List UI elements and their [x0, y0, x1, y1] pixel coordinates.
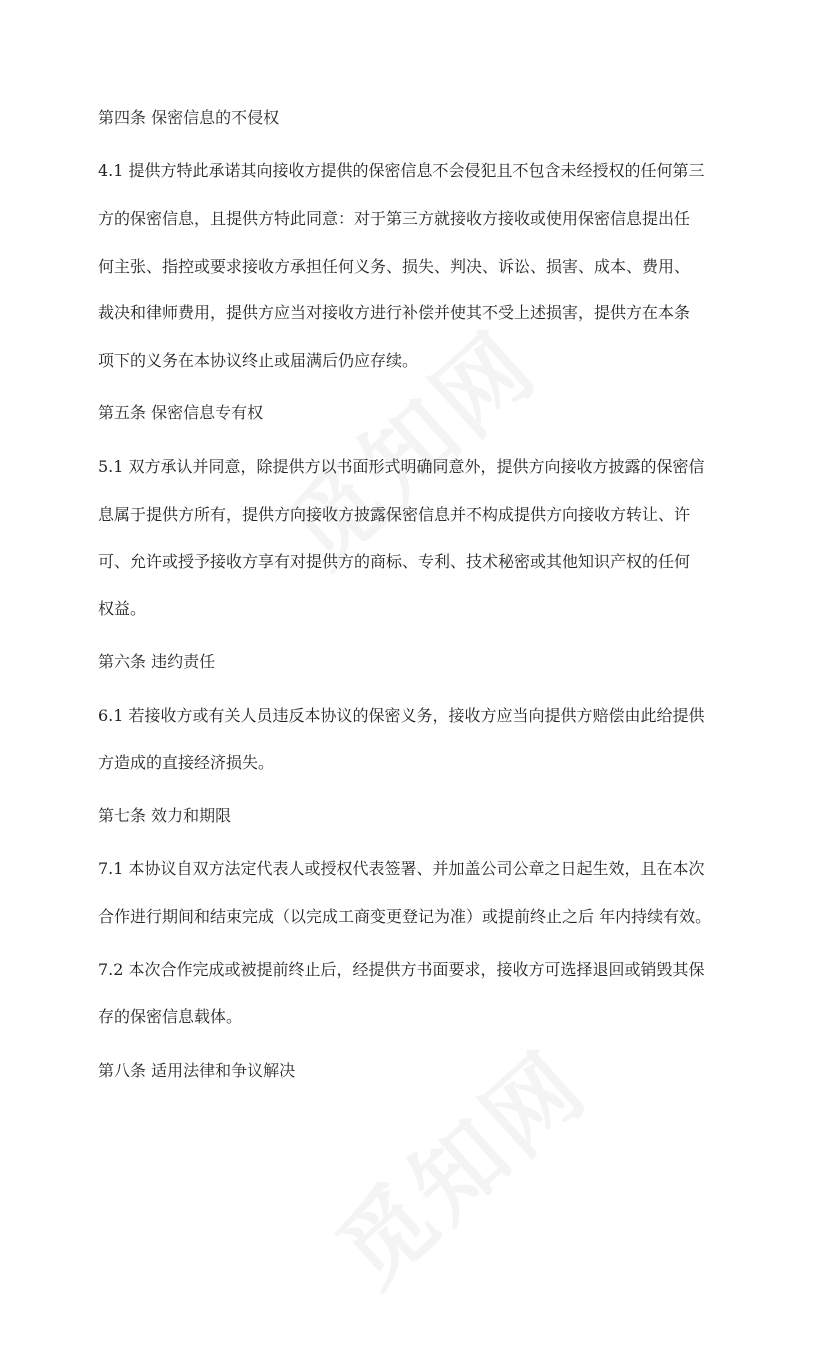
paragraph-line: 息属于提供方所有，提供方向接收方披露保密信息并不构成提供方向接收方转让、许 [98, 505, 691, 524]
paragraph-line: 方造成的直接经济损失。 [98, 753, 275, 772]
paragraph-line: 裁决和律师费用，提供方应当对接收方进行补偿并使其不受上述损害，提供方在本条 [98, 303, 691, 322]
watermark [304, 999, 676, 1361]
paragraph-line: 合作进行期间和结束完成（以完成工商变更登记为准）或提前终止之后 年内持续有效。 [98, 907, 712, 926]
paragraph-line: 可、允许或授予接收方享有对提供方的商标、专利、技术秘密或其他知识产权的任何 [98, 552, 691, 571]
section-heading: 第五条 保密信息专有权 [98, 403, 264, 422]
section-heading: 第八条 适用法律和争议解决 [98, 1061, 296, 1080]
paragraph-line: 7.2 本次合作完成或被提前终止后，经提供方书面要求，接收方可选择退回或销毁其保 [98, 960, 705, 979]
paragraph-line: 6.1 若接收方或有关人员违反本协议的保密义务，接收方应当向提供方赔偿由此给提供 [98, 706, 705, 725]
section-heading: 第六条 违约责任 [98, 652, 216, 671]
paragraph-line: 权益。 [98, 599, 147, 618]
paragraph-line: 方的保密信息，且提供方特此同意：对于第三方就接收方接收或使用保密信息提出任 [98, 209, 691, 228]
section-heading: 第四条 保密信息的不侵权 [98, 108, 280, 127]
paragraph-line: 5.1 双方承认并同意，除提供方以书面形式明确同意外，提供方向接收方披露的保密信 [98, 457, 705, 476]
section-heading: 第七条 效力和期限 [98, 806, 232, 825]
paragraph-line: 4.1 提供方特此承诺其向接收方提供的保密信息不会侵犯且不包含未经授权的任何第三 [98, 161, 705, 180]
paragraph-line: 7.1 本协议自双方法定代表人或授权代表签署、并加盖公司公章之日起生效，且在本次 [98, 859, 705, 878]
paragraph-line: 项下的义务在本协议终止或届满后仍应存续。 [98, 351, 419, 370]
paragraph-line: 何主张、指控或要求接收方承担任何义务、损失、判决、诉讼、损害、成本、费用、 [98, 257, 691, 276]
paragraph-line: 存的保密信息载体。 [98, 1007, 243, 1026]
